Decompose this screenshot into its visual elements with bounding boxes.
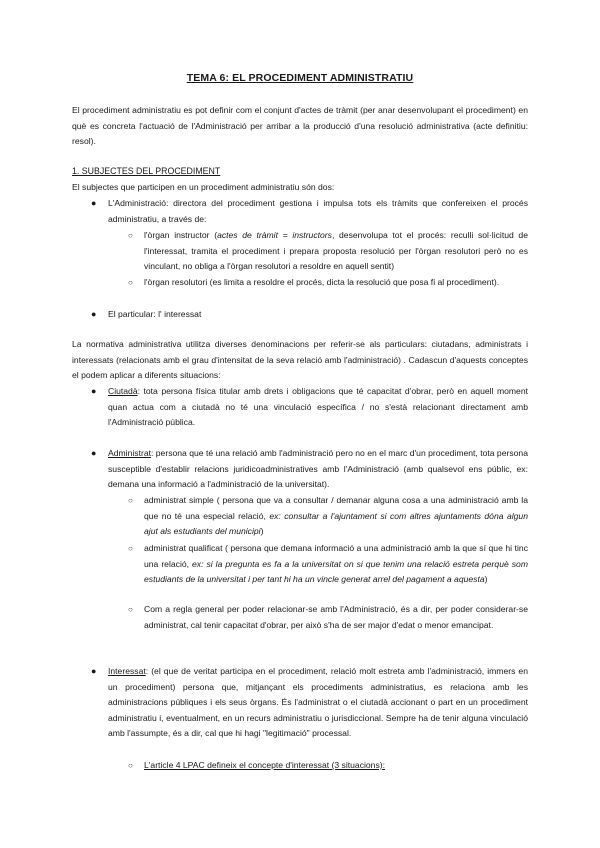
bullet-circle-icon: ○: [128, 605, 133, 614]
list-item-organ-instructor: l'òrgan instructor (actes de tràmit = instructors, desenvolupa tot el procés: reculli sol·licitud de l'interessat, tramita el procediment i prepara proposta resolució per l'òrgan resolutori però no es vinculant, no obliga a l'òrgan resolutori a resoldre en aquell sentit): [144, 230, 528, 271]
intro-paragraph: El procediment administratiu es pot definir com el conjunt d'actes de tràmit (per anar desenvolupant el procediment) en què es concreta l'actuació de l'Administració per arribar a la producció d'una resolució administrativa (acte definitiu: resol).: [72, 105, 528, 146]
page-title: TEMA 6: EL PROCEDIMENT ADMINISTRATIU: [186, 72, 414, 84]
bullet-dot-icon: ●: [91, 198, 97, 208]
list-item-regla-general: Com a regla general per poder relacionar-se amb l'Administració, és a dir, per poder considerar-se administrat, cal tenir capacitat d'obrar, per això s'ha de ser major d'edat o menor emancipat.: [144, 604, 528, 630]
list-item-interessat: Interessat: (el que de veritat participa en el procediment, relació molt estreta amb l'administració, immers en un procediment) persona que, mitjançant els procediments administratius, es relaciona amb les administracions públiques i els seus òrgans. És l'administrat o el ciutadà accionant o part en un procediment administratiu i, eventualment, en un recurs administratiu o jurisdiccional. Sempre ha de tenir alguna vinculació amb l'assumpte, és a dir, cal que hi hagi "legitimació" processal.: [108, 666, 528, 738]
list-item-ciutada: Ciutadà: tota persona física titular amb drets i obligacions que té capacitat d'obrar, però en aquell moment quan actua com a ciutadà no té una vinculació específica / no s'està relacionant directament amb l'Administració pública.: [108, 386, 528, 427]
bullet-dot-icon: ●: [91, 666, 97, 676]
list-item-administracio: L'Administració: directora del procediment gestiona i impulsa tots els tràmits que confereixen el procés administratiu, a través de:: [108, 198, 528, 224]
bullet-circle-icon: ○: [128, 231, 133, 240]
normativa-paragraph: La normativa administrativa utilitza diverses denominacions per referir-se als particulars: ciutadans, administrats i interessats (relacionats amb el grau d'intensitat de la seva relació amb l'administració) . Cadascun d'aquests conceptes el podem aplicar a diferents situacions:: [72, 339, 528, 380]
list-item-administrat-qualificat: administrat qualificat ( persona que demana informació a una administració amb la que sí que hi tinc una relació, ex: si la pregunta es fa a la universitat on si que tenim una relació estreta perquè som estudiants de la universitat i per tant hi ha un vincle generat arrel del pagament a aquesta): [144, 543, 528, 584]
bullet-dot-icon: ●: [91, 386, 97, 396]
list-item-administrat: Administrat: persona que té una relació amb l'administració pero no en el marc d'un procediment, tota persona susceptible d'establir relacions juridicoadministratives amb l'Administració (amb qualsevol ens públic, ex: demana una informació a l'administració de la universitat).: [108, 448, 528, 489]
bullet-circle-icon: ○: [128, 761, 133, 770]
bullet-circle-icon: ○: [128, 278, 133, 287]
section-lead: El subjectes que participen en un procediment administratiu són dos:: [72, 182, 335, 192]
list-item-particular: El particular: l' interessat: [108, 309, 202, 319]
bullet-circle-icon: ○: [128, 496, 133, 505]
section-heading-subjectes: 1. SUBJECTES DEL PROCEDIMENT: [72, 166, 221, 176]
list-item-administrat-simple: administrat simple ( persona que va a consultar / demanar alguna cosa a una administració amb la que no té una especial relació, ex: consultar a l'ajuntament si com altres ajuntaments dóna algun ajut als estudiants del municipi): [144, 495, 528, 536]
bullet-dot-icon: ●: [91, 448, 97, 458]
bullet-dot-icon: ●: [91, 309, 97, 319]
bullet-circle-icon: ○: [128, 544, 133, 553]
list-item-organ-resolutori: l'òrgan resolutori (es limita a resoldre el procés, dicta la resolució que posa fi al procediment).: [144, 277, 500, 287]
list-item-article-4: L'article 4 LPAC defineix el concepte d'interessat (3 situacions):: [144, 760, 386, 770]
